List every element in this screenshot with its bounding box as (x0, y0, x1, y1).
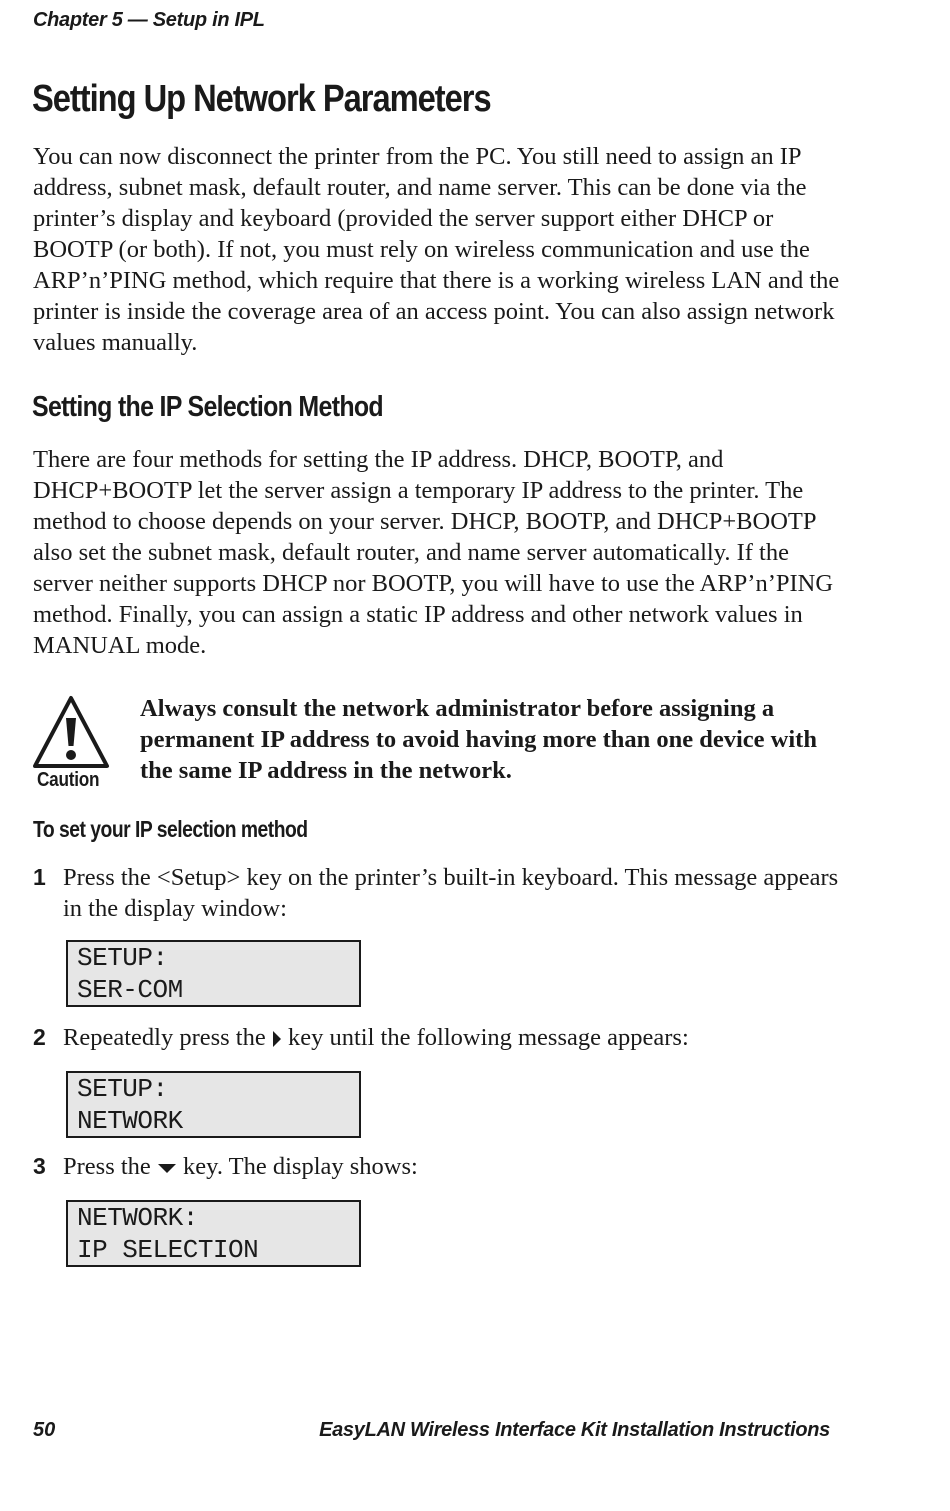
display-line-1: SETUP: (77, 1074, 168, 1104)
display-window-network-ipselection (66, 1200, 361, 1267)
display-line-2: NETWORK (77, 1106, 183, 1136)
step-text (63, 1151, 853, 1182)
footer-document-title: EasyLAN Wireless Interface Kit Installation Instructions (319, 1419, 830, 1441)
intro-paragraph: You can now disconnect the printer from the PC. You still need to assign an IP address, subnet mask, default router, and name server. This can be done via the printer’s display and keyboard (provided the server support either DHCP or BOOTP (or both). If not, you must rely on wireless communication and use the ARP’n’PING method, which require that there is a working wireless LAN and the printer is inside the coverage area of an access point. You can also assign network values manually. (33, 143, 840, 356)
step-number: 2 (33, 1024, 46, 1050)
step-text-before: Press the (63, 1153, 151, 1180)
step-text: Press the <Setup> key on the printer’s built-in keyboard. This message appears in the display window: (63, 864, 839, 922)
display-line-2: IP SELECTION (77, 1235, 259, 1265)
page-title: Setting Up Network Parameters (32, 78, 491, 120)
procedure-title: To set your IP selection method (33, 816, 308, 842)
caution-label: Caution (37, 769, 100, 791)
subsection-paragraph: There are four methods for setting the IP address. DHCP, BOOTP, and DHCP+BOOTP let the server assign a temporary IP address to the printer. The method to choose depends on your server. DHCP, BOOTP, and DHCP+BOOTP also set the subnet mask, default router, and name server automatically. If the server neither supports DHCP nor BOOTP, you will have to use the ARP’n’PING method. Finally, you can assign a static IP address and other network values in MANUAL mode. (33, 446, 834, 659)
step-text-after: key until the following message appears: (288, 1024, 689, 1051)
display-line-1: SETUP: (77, 943, 168, 973)
running-head: Chapter 5 — Setup in IPL (33, 9, 265, 31)
step-number: 3 (33, 1153, 46, 1179)
step-number: 1 (33, 864, 46, 890)
page-number: 50 (33, 1419, 56, 1441)
step-text (63, 1022, 853, 1053)
right-arrow-key-icon (272, 1030, 282, 1048)
caution-text: Always consult the network administrator before assigning a permanent IP address to avoid having more than one device with the same IP address in the network. (140, 695, 817, 784)
display-window-setup-network (66, 1071, 361, 1138)
display-window-setup-sercom (66, 940, 361, 1007)
display-line-2: SER-COM (77, 975, 183, 1005)
step-text-before: Repeatedly press the (63, 1024, 266, 1051)
step-text-after: key. The display shows: (183, 1153, 418, 1180)
subsection-title: Setting the IP Selection Method (32, 391, 383, 423)
down-arrow-key-icon (157, 1162, 177, 1174)
display-line-1: NETWORK: (77, 1203, 198, 1233)
